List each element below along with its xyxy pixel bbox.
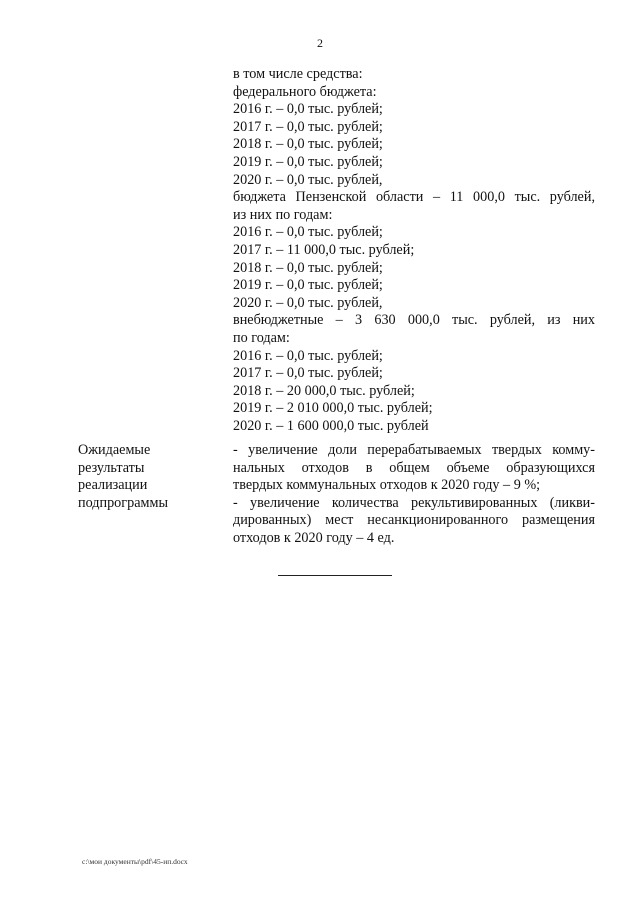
expected-results-text — [233, 442, 595, 548]
funding-intro: в том числе средства: — [233, 66, 363, 82]
extrabudget-year-2016: 2016 г. – 0,0 тыс. рублей; — [233, 347, 383, 364]
expected-results-label — [78, 442, 218, 512]
federal-year-2016: 2016 г. – 0,0 тыс. рублей; — [233, 101, 383, 118]
regional-budget-by-years: из них по годам: — [233, 206, 333, 223]
regional-year-2020: 2020 г. – 0,0 тыс. рублей, — [233, 294, 383, 311]
federal-year-2017: 2017 г. – 0,0 тыс. рублей; — [233, 118, 383, 135]
extrabudget-label: внебюджетные – 3 630 000,0 тыс. рублей, из них — [233, 312, 595, 329]
regional-year-2018: 2018 г. – 0,0 тыс. рублей; — [233, 259, 383, 276]
result-item-2-line: - увеличение количества рекультивированных (ликви- — [233, 494, 595, 511]
federal-budget-label: федерального бюджета: — [233, 83, 377, 100]
result-item-2-line: отходов к 2020 году – 4 ед. — [233, 529, 395, 546]
label-line: Ожидаемые — [78, 442, 151, 458]
end-of-document-rule — [278, 575, 392, 576]
extrabudget-year-2018: 2018 г. – 20 000,0 тыс. рублей; — [233, 382, 415, 399]
result-item-1-line: твердых коммунальных отходов к 2020 году – 9 %; — [233, 477, 541, 494]
regional-year-2016: 2016 г. – 0,0 тыс. рублей; — [233, 224, 383, 241]
label-line: подпрограммы — [78, 494, 168, 511]
regional-year-2017: 2017 г. – 11 000,0 тыс. рублей; — [233, 241, 415, 258]
regional-budget-label: бюджета Пензенской области – 11 000,0 тыс. рублей, — [233, 189, 595, 206]
result-item-1-line: нальных отходов в общем объеме образующихся — [233, 459, 595, 476]
federal-year-2018: 2018 г. – 0,0 тыс. рублей; — [233, 136, 383, 153]
label-line: результаты — [78, 459, 145, 476]
federal-year-2019: 2019 г. – 0,0 тыс. рублей; — [233, 153, 383, 170]
extrabudget-year-2020: 2020 г. – 1 600 000,0 тыс. рублей — [233, 417, 429, 434]
page-number: 2 — [317, 36, 323, 50]
extrabudget-by-years: по годам: — [233, 329, 290, 346]
footer-file-path: c:\мои документы\pdf\45-ип.docx — [82, 857, 188, 866]
funding-sources-block — [233, 66, 595, 435]
label-line: реализации — [78, 477, 148, 494]
extrabudget-year-2017: 2017 г. – 0,0 тыс. рублей; — [233, 365, 383, 382]
extrabudget-year-2019: 2019 г. – 2 010 000,0 тыс. рублей; — [233, 400, 433, 417]
result-item-2-line: дированных) мест несанкционированного размещения — [233, 512, 595, 529]
regional-year-2019: 2019 г. – 0,0 тыс. рублей; — [233, 277, 383, 294]
result-item-1-line: - увеличение доли перерабатываемых твердых комму- — [233, 442, 595, 458]
federal-year-2020: 2020 г. – 0,0 тыс. рублей, — [233, 171, 383, 188]
